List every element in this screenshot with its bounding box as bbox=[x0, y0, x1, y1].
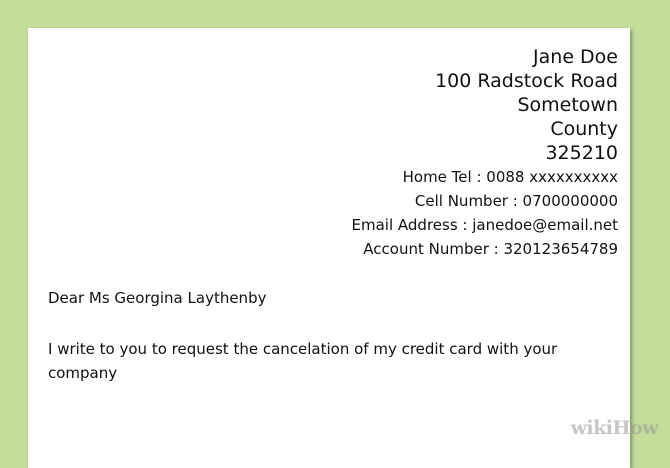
sender-town: Sometown bbox=[517, 94, 618, 116]
letter-paper bbox=[28, 28, 630, 468]
home-tel: Home Tel : 0088 xxxxxxxxxx bbox=[402, 168, 618, 186]
sender-address bbox=[352, 45, 618, 165]
wikihow-watermark: wikiHow bbox=[570, 417, 658, 439]
sender-street: 100 Radstock Road bbox=[435, 70, 618, 92]
sender-block bbox=[352, 45, 618, 261]
cell-number: Cell Number : 0700000000 bbox=[414, 192, 618, 210]
sender-county: County bbox=[550, 118, 618, 140]
salutation: Dear Ms Georgina Laythenby bbox=[48, 289, 267, 307]
sender-name: Jane Doe bbox=[533, 46, 618, 68]
email-address: Email Address : janedoe@email.net bbox=[351, 216, 618, 234]
account-number: Account Number : 320123654789 bbox=[363, 240, 618, 258]
sender-postcode: 325210 bbox=[545, 142, 618, 164]
letter-body: I write to you to request the cancelation of my credit card with your company bbox=[48, 340, 558, 382]
sender-contact bbox=[352, 165, 618, 261]
